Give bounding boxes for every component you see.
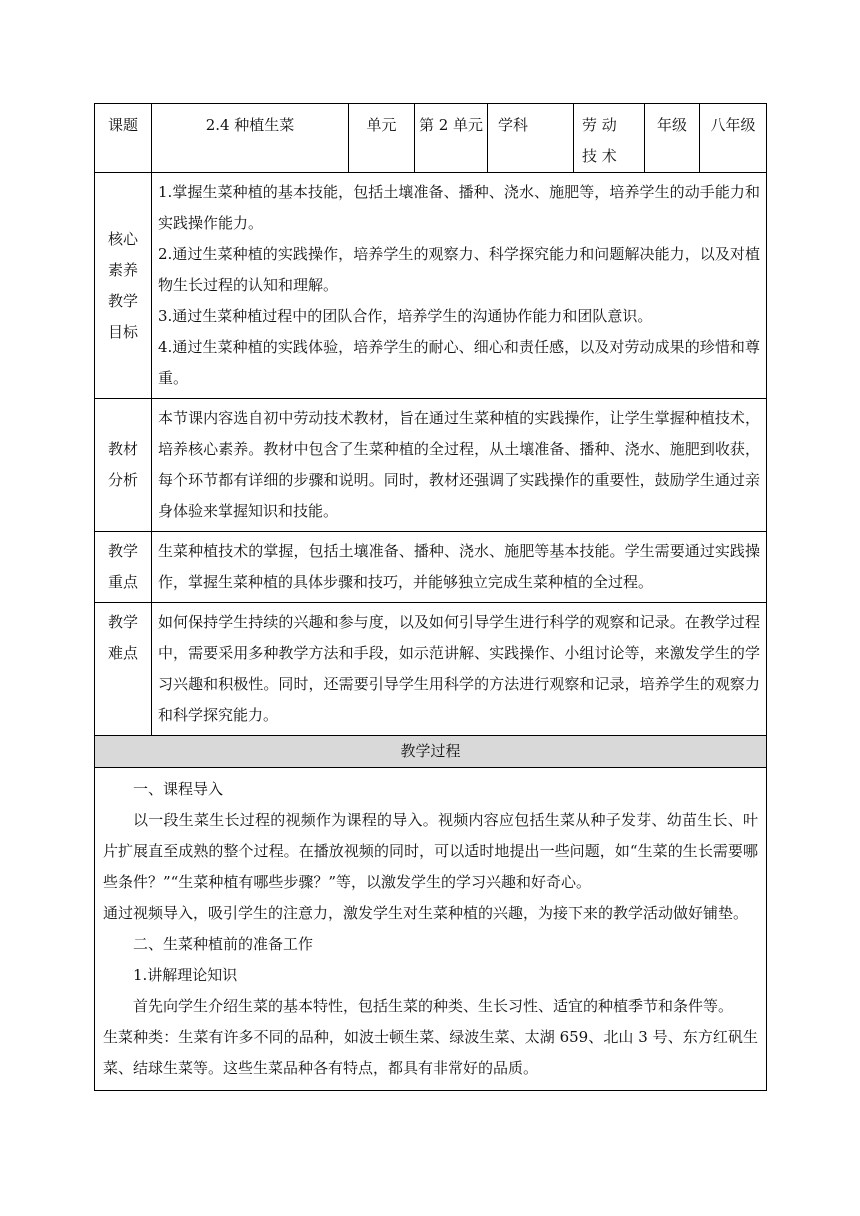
lesson-plan-document <box>94 103 766 1091</box>
goals-row <box>95 173 767 399</box>
key-points-content <box>152 532 767 603</box>
process-content <box>95 768 767 1091</box>
unit-label: 单元 <box>349 104 415 173</box>
process-row <box>95 768 767 1091</box>
material-text: 本节课内容选自初中劳动技术教材，旨在通过生菜种植的实践操作，让学生掌握种植技术，培养核心素养。教材中包含了生菜种植的全过程，从土壤准备、播种、浇水、施肥到收获，每个环节都有详细的步骤和说明。同时，教材还强调了实践操作的重要性，鼓励学生通过亲身体验来掌握知识和技能。 <box>158 409 760 520</box>
section1-heading: 一、课程导入 <box>133 780 224 798</box>
key-points-label <box>95 532 152 603</box>
goal-item: 3.通过生菜种植过程中的团队合作，培养学生的沟通协作能力和团队意识。 <box>158 307 653 325</box>
process-title: 教学过程 <box>95 736 767 768</box>
difficulties-label-line: 难点 <box>107 644 138 662</box>
goals-label-line: 核心 <box>107 229 138 248</box>
course-title: 2.4 种植生菜 <box>152 104 349 173</box>
difficulties-content <box>152 603 767 736</box>
course-label: 课题 <box>95 104 152 173</box>
header-row <box>95 104 767 173</box>
grade-value: 八年级 <box>700 104 767 173</box>
material-row <box>95 399 767 532</box>
section2-paragraph: 首先向学生介绍生菜的基本特性，包括生菜的种类、生长习性、适宜的种植季节和条件等。 <box>133 997 734 1015</box>
difficulties-label <box>95 603 152 736</box>
section2-heading: 二、生菜种植前的准备工作 <box>133 935 314 953</box>
material-label-line: 分析 <box>107 471 138 489</box>
material-label <box>95 399 152 532</box>
key-points-row <box>95 532 767 603</box>
grade-label: 年级 <box>645 104 700 173</box>
key-points-label-line: 教学 <box>107 542 138 560</box>
section2-subheading: 1.讲解理论知识 <box>133 966 238 984</box>
goal-item: 2.通过生菜种植的实践操作，培养学生的观察力、科学探究能力和问题解决能力，以及对植物生长过程的认知和理解。 <box>158 245 760 294</box>
subject-value-line1: 劳 动 <box>582 116 617 134</box>
goals-label-line: 教学 <box>107 291 138 310</box>
process-title-row <box>95 736 767 768</box>
goals-label <box>95 173 152 399</box>
section2-paragraph: 生菜种类：生菜有许多不同的品种，如波士顿生菜、绿波生菜、太湖 659、北山 3 号、东方红矾生菜、结球生菜等。这些生菜品种各有特点，都具有非常好的品质。 <box>103 1028 758 1077</box>
subject-label: 学科 <box>488 104 574 173</box>
subject-value <box>574 104 645 173</box>
goals-label-line: 目标 <box>107 322 138 341</box>
material-content <box>152 399 767 532</box>
goals-content <box>152 173 767 399</box>
goal-item: 1.掌握生菜种植的基本技能，包括土壤准备、播种、浇水、施肥等，培养学生的动手能力和实践操作能力。 <box>158 183 760 232</box>
subject-value-line2: 技 术 <box>582 147 617 165</box>
section1-paragraph: 以一段生菜生长过程的视频作为课程的导入。视频内容应包括生菜从种子发芽、幼苗生长、叶片扩展直至成熟的整个过程。在播放视频的同时，可以适时地提出一些问题，如“生菜的生长需要哪些条件？”“生菜种植有哪些步骤？”等，以激发学生的学习兴趣和好奇心。 <box>103 811 758 891</box>
section1-paragraph: 通过视频导入，吸引学生的注意力，激发学生对生菜种植的兴趣，为接下来的教学活动做好铺垫。 <box>103 904 749 922</box>
goal-item: 4.通过生菜种植的实践体验，培养学生的耐心、细心和责任感，以及对劳动成果的珍惜和尊重。 <box>158 338 760 387</box>
difficulties-row <box>95 603 767 736</box>
difficulties-label-line: 教学 <box>107 613 138 631</box>
key-points-label-line: 重点 <box>107 573 138 591</box>
material-label-line: 教材 <box>107 440 138 458</box>
unit-value: 第 2 单元 <box>415 104 488 173</box>
difficulties-text: 如何保持学生持续的兴趣和参与度，以及如何引导学生进行科学的观察和记录。在教学过程中，需要采用多种教学方法和手段，如示范讲解、实践操作、小组讨论等，来激发学生的学习兴趣和积极性。同时，还需要引导学生用科学的方法进行观察和记录，培养学生的观察力和科学探究能力。 <box>158 613 760 724</box>
key-points-text: 生菜种植技术的掌握，包括土壤准备、播种、浇水、施肥等基本技能。学生需要通过实践操作，掌握生菜种植的具体步骤和技巧，并能够独立完成生菜种植的全过程。 <box>158 542 760 591</box>
lesson-plan-table <box>94 103 767 1091</box>
goals-label-line: 素养 <box>107 260 138 279</box>
